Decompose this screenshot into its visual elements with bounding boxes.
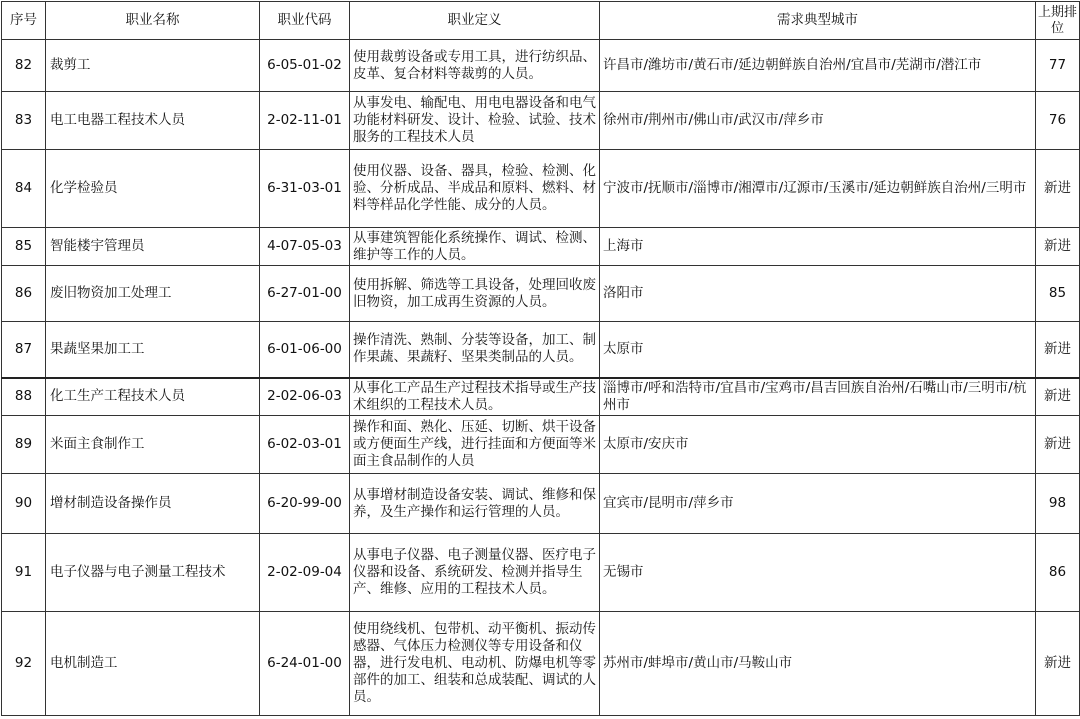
occupation-code-text: 2-02-09-04 xyxy=(267,564,342,580)
occupation-code xyxy=(260,40,350,92)
demand-cities xyxy=(600,474,1036,534)
occupation-definition-text: 从事建筑智能化系统操作、调试、检测、维护等工作的人员。 xyxy=(353,229,596,263)
demand-cities xyxy=(600,228,1036,266)
occupation-definition-text: 从事电子仪器、电子测量仪器、医疗电子仪器和设备、系统研发、检测并指导生产、维修、应用的工程技术人员。 xyxy=(353,547,596,597)
occupation-name xyxy=(46,92,260,150)
demand-cities xyxy=(600,40,1036,92)
occupation-name-text: 废旧物资加工处理工 xyxy=(50,285,172,301)
occupation-name xyxy=(46,228,260,266)
row-number-text: 88 xyxy=(14,388,33,405)
last-rank-text: 新进 xyxy=(1044,655,1071,671)
occupation-name-text: 化学检验员 xyxy=(50,180,118,196)
row-number-text: 92 xyxy=(14,655,33,671)
occupation-code-text: 6-05-01-02 xyxy=(267,57,342,73)
last-rank xyxy=(1036,416,1080,474)
row-number xyxy=(2,150,46,228)
last-rank xyxy=(1036,534,1080,612)
last-rank-text: 新进 xyxy=(1044,238,1071,254)
demand-cities xyxy=(600,266,1036,322)
table-row xyxy=(2,150,1080,228)
last-rank-text: 86 xyxy=(1048,564,1067,580)
occupation-name xyxy=(46,474,260,534)
occupation-name xyxy=(46,378,260,416)
demand-cities-text: 苏州市/蚌埠市/黄山市/马鞍山市 xyxy=(603,655,793,671)
occupation-definition xyxy=(350,378,600,416)
table-row xyxy=(2,378,1080,416)
demand-cities xyxy=(600,416,1036,474)
last-rank-text: 98 xyxy=(1048,495,1067,511)
occupation-definition xyxy=(350,534,600,612)
row-number-text: 87 xyxy=(14,340,33,357)
last-rank xyxy=(1036,150,1080,228)
occupation-name-text: 裁剪工 xyxy=(50,57,91,73)
last-rank-text: 77 xyxy=(1048,57,1067,73)
last-rank xyxy=(1036,378,1080,416)
table-row xyxy=(2,612,1080,716)
occupation-code-text: 2-02-06-03 xyxy=(267,388,342,405)
row-number xyxy=(2,378,46,416)
occupation-name xyxy=(46,40,260,92)
header-cities: 需求典型城市 xyxy=(600,2,1036,40)
last-rank-text: 新进 xyxy=(1044,340,1071,357)
last-rank xyxy=(1036,40,1080,92)
occupation-definition-text: 使用裁剪设备或专用工具，进行纺织品、皮革、复合材料等裁剪的人员。 xyxy=(353,48,596,82)
occupation-name-text: 智能楼宇管理员 xyxy=(50,238,145,254)
occupation-name xyxy=(46,150,260,228)
occupation-code xyxy=(260,534,350,612)
occupation-definition-text: 使用仪器、设备、器具，检验、检测、化验、分析成品、半成品和原料、燃料、材料等样品化学性能、成分的人员。 xyxy=(353,163,596,213)
row-number xyxy=(2,322,46,378)
occupation-definition xyxy=(350,266,600,322)
occupation-name-text: 电子仪器与电子测量工程技术 xyxy=(50,564,226,580)
demand-cities-text: 太原市 xyxy=(603,340,644,357)
occupation-code xyxy=(260,378,350,416)
table-row xyxy=(2,266,1080,322)
occupation-definition xyxy=(350,150,600,228)
row-number-text: 82 xyxy=(14,57,33,73)
last-rank-text: 新进 xyxy=(1044,436,1071,452)
occupation-definition-text: 从事化工产品生产过程技术指导或生产技术组织的工程技术人员。 xyxy=(353,379,596,413)
occupation-name-text: 米面主食制作工 xyxy=(50,436,145,452)
row-number xyxy=(2,534,46,612)
last-rank-text: 新进 xyxy=(1044,388,1071,405)
occupation-definition xyxy=(350,474,600,534)
row-number-text: 83 xyxy=(14,112,33,128)
last-rank xyxy=(1036,612,1080,716)
occupation-code xyxy=(260,266,350,322)
demand-cities xyxy=(600,378,1036,416)
demand-cities-text: 无锡市 xyxy=(603,564,644,580)
occupation-code-text: 6-31-03-01 xyxy=(267,180,342,196)
header-definition: 职业定义 xyxy=(350,2,600,40)
demand-cities-text: 洛阳市 xyxy=(603,285,644,301)
occupation-name xyxy=(46,322,260,378)
occupation-code xyxy=(260,228,350,266)
occupation-table xyxy=(1,1,1080,716)
table-row xyxy=(2,92,1080,150)
demand-cities-text: 太原市/安庆市 xyxy=(603,436,689,452)
occupation-name xyxy=(46,266,260,322)
last-rank-text: 85 xyxy=(1048,285,1067,301)
occupation-name-text: 增材制造设备操作员 xyxy=(50,495,172,511)
table-row xyxy=(2,228,1080,266)
occupation-name-text: 电工电器工程技术人员 xyxy=(50,112,185,128)
last-rank-text: 76 xyxy=(1048,112,1067,128)
table-row xyxy=(2,40,1080,92)
occupation-code xyxy=(260,612,350,716)
demand-cities xyxy=(600,322,1036,378)
occupation-name-text: 果蔬坚果加工工 xyxy=(50,340,145,357)
demand-cities xyxy=(600,150,1036,228)
header-code: 职业代码 xyxy=(260,2,350,40)
row-number-text: 86 xyxy=(14,285,33,301)
occupation-name-text: 化工生产工程技术人员 xyxy=(50,388,185,405)
occupation-definition-text: 使用拆解、筛选等工具设备，处理回收废旧物资，加工成再生资源的人员。 xyxy=(353,276,596,310)
occupation-code xyxy=(260,92,350,150)
occupation-name-text: 电机制造工 xyxy=(50,655,118,671)
occupation-code-text: 6-01-06-00 xyxy=(267,340,342,357)
occupation-definition-text: 操作清洗、熟制、分装等设备，加工、制作果蔬、果蔬籽、坚果类制品的人员。 xyxy=(353,332,596,366)
last-rank xyxy=(1036,474,1080,534)
occupation-name xyxy=(46,534,260,612)
demand-cities xyxy=(600,534,1036,612)
row-number-text: 85 xyxy=(14,238,33,254)
occupation-code xyxy=(260,416,350,474)
demand-cities-text: 上海市 xyxy=(603,238,644,254)
demand-cities-text: 宁波市/抚顺市/淄博市/湘潭市/辽源市/玉溪市/延边朝鲜族自治州/三明市 xyxy=(603,180,1027,196)
occupation-code xyxy=(260,322,350,378)
row-number-text: 91 xyxy=(14,564,33,580)
last-rank xyxy=(1036,322,1080,378)
occupation-code-text: 6-20-99-00 xyxy=(267,495,342,511)
occupation-definition xyxy=(350,322,600,378)
last-rank xyxy=(1036,266,1080,322)
table-row xyxy=(2,416,1080,474)
occupation-name xyxy=(46,416,260,474)
occupation-code xyxy=(260,474,350,534)
demand-cities-text: 许昌市/潍坊市/黄石市/延边朝鲜族自治州/宜昌市/芜湖市/潜江市 xyxy=(603,57,982,73)
row-number-text: 90 xyxy=(14,495,33,511)
header-name: 职业名称 xyxy=(46,2,260,40)
row-number-text: 84 xyxy=(14,180,33,196)
occupation-definition xyxy=(350,228,600,266)
occupation-code-text: 6-24-01-00 xyxy=(267,655,342,671)
header-no: 序号 xyxy=(2,2,46,40)
occupation-definition-text: 使用绕线机、包带机、动平衡机、振动传感器、气体压力检测仪等专用设备和仪器，进行发电机、电动机、防爆电机等零部件的加工、组装和总成装配、调试的人员。 xyxy=(353,621,596,705)
row-number xyxy=(2,92,46,150)
occupation-definition-text: 从事发电、输配电、用电电器设备和电气功能材料研发、设计、检验、试验、技术服务的工程技术人员 xyxy=(353,95,596,145)
occupation-definition xyxy=(350,92,600,150)
row-number-text: 89 xyxy=(14,436,33,452)
row-number xyxy=(2,228,46,266)
demand-cities xyxy=(600,612,1036,716)
occupation-definition xyxy=(350,416,600,474)
row-number xyxy=(2,40,46,92)
demand-cities xyxy=(600,92,1036,150)
last-rank xyxy=(1036,228,1080,266)
header-last-rank: 上期排位 xyxy=(1036,2,1080,40)
last-rank xyxy=(1036,92,1080,150)
demand-cities-text: 淄博市/呼和浩特市/宜昌市/宝鸡市/昌吉回族自治州/石嘴山市/三明市/杭州市 xyxy=(603,379,1027,413)
occupation-name xyxy=(46,612,260,716)
table-row xyxy=(2,322,1080,378)
occupation-code-text: 4-07-05-03 xyxy=(267,238,342,254)
occupation-definition xyxy=(350,40,600,92)
row-number xyxy=(2,416,46,474)
last-rank-text: 新进 xyxy=(1044,180,1071,196)
table-row xyxy=(2,474,1080,534)
occupation-definition xyxy=(350,612,600,716)
occupation-definition-text: 操作和面、熟化、压延、切断、烘干设备或方便面生产线，进行挂面和方便面等米面主食品制作的人员 xyxy=(353,419,596,469)
row-number xyxy=(2,474,46,534)
occupation-definition-text: 从事增材制造设备安装、调试、维修和保养，及生产操作和运行管理的人员。 xyxy=(353,486,596,520)
occupation-code-text: 6-27-01-00 xyxy=(267,285,342,301)
row-number xyxy=(2,612,46,716)
occupation-code-text: 2-02-11-01 xyxy=(267,112,342,128)
demand-cities-text: 宜宾市/昆明市/萍乡市 xyxy=(603,495,734,511)
demand-cities-text: 徐州市/荆州市/佛山市/武汉市/萍乡市 xyxy=(603,112,824,128)
header-row xyxy=(2,2,1080,40)
occupation-code xyxy=(260,150,350,228)
table-row xyxy=(2,534,1080,612)
row-number xyxy=(2,266,46,322)
occupation-code-text: 6-02-03-01 xyxy=(267,436,342,452)
